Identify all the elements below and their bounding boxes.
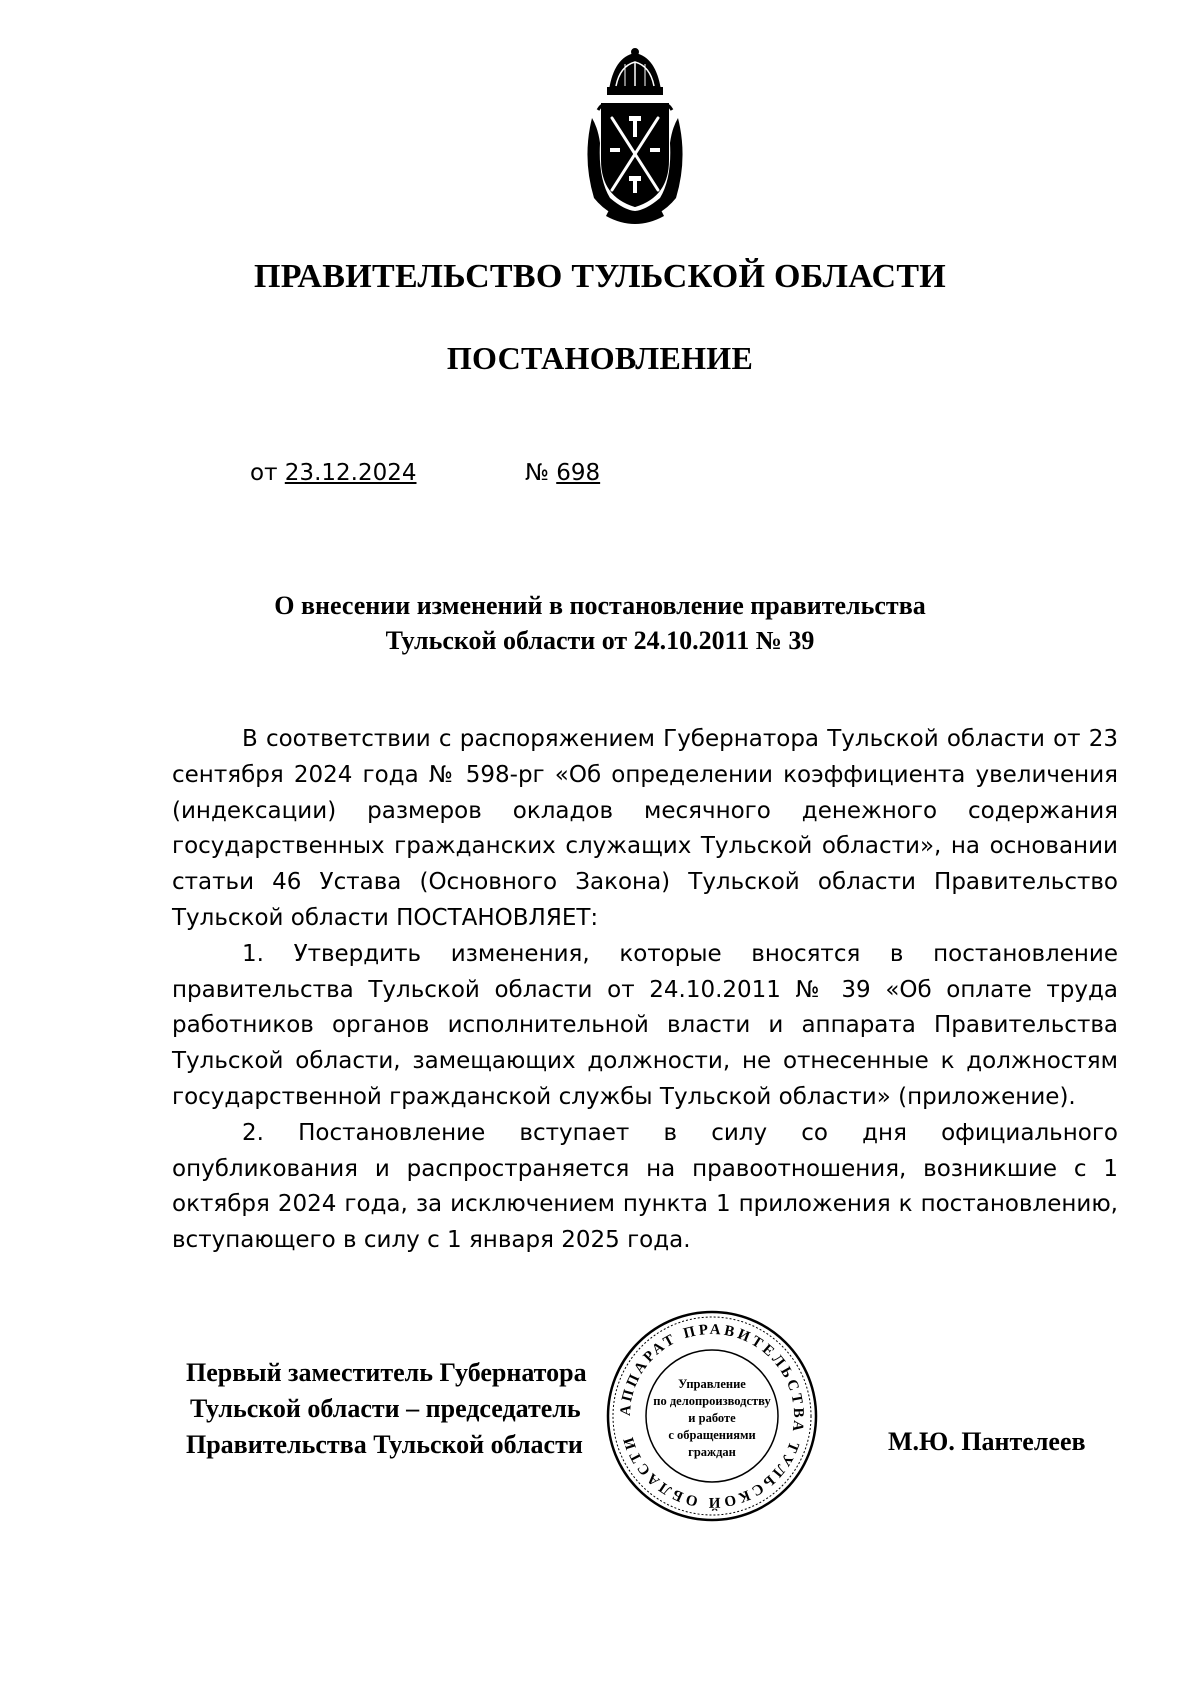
number-prefix: № (525, 460, 549, 486)
body-paragraph: 1. Утвердить изменения, которые вносятся в постановление правительства Тульской области от 24.10.2011 № 39 «Об оплате труда работников органов исполнительной власти и аппарата Правительства Тульской области, замещающих должности, не отнесенные к должностям государственной гражданской службы Тульской области» (приложение). (172, 940, 1118, 1110)
signatory-position (186, 1355, 587, 1463)
subject-line: Тульской области от 24.10.2011 № 39 (385, 626, 815, 655)
document-type: ПОСТАНОВЛЕНИЕ (446, 340, 754, 376)
date-prefix: от (250, 460, 278, 486)
subject-line: О внесении изменений в постановление правительства (274, 591, 926, 620)
body-paragraph: 2. Постановление вступает в силу со дня официального опубликования и распространяется на правоотношения, возникшие с 1 октября 2024 года, за исключением пункта 1 приложения к постановлению, вступающего в силу с 1 января 2025 года. (172, 1119, 1118, 1254)
seal-center-line: с обращениями (668, 1428, 756, 1442)
coat-of-arms-icon (580, 48, 690, 228)
official-seal-icon (602, 1306, 822, 1526)
position-line: Первый заместитель Губернатора (186, 1358, 587, 1387)
seal-center-line: граждан (688, 1445, 736, 1459)
document-number (525, 460, 600, 486)
position-line: Правительства Тульской области (186, 1430, 583, 1459)
organization-title: ПРАВИТЕЛЬСТВО ТУЛЬСКОЙ ОБЛАСТИ (253, 258, 947, 295)
number-value: 698 (556, 460, 601, 486)
seal-ring-text: АППАРАТ ПРАВИТЕЛЬСТВА ТУЛЬСКОЙ ОБЛАСТИ (617, 1321, 807, 1511)
document-date (250, 460, 417, 486)
body-paragraph: В соответствии с распоряжением Губернатора Тульской области от 23 сентября 2024 года № 598-рг «Об определении коэффициента увеличения (индексации) размеров окладов месячного денежного содержания государственных гражданских служащих Тульской области», на основании статьи 46 Устава (Основного Закона) Тульской области Правительство Тульской области ПОСТАНОВЛЯЕТ: (172, 726, 1118, 931)
document-body (172, 722, 1118, 1259)
document-subject (0, 588, 1200, 658)
position-line: Тульской области – председатель (190, 1394, 581, 1423)
signer-name: М.Ю. Пантелеев (888, 1427, 1086, 1456)
date-value: 23.12.2024 (284, 460, 417, 486)
seal-center-line: и работе (688, 1411, 736, 1425)
seal-center-line: по делопроизводству (653, 1394, 771, 1408)
seal-center-line: Управление (678, 1377, 746, 1391)
